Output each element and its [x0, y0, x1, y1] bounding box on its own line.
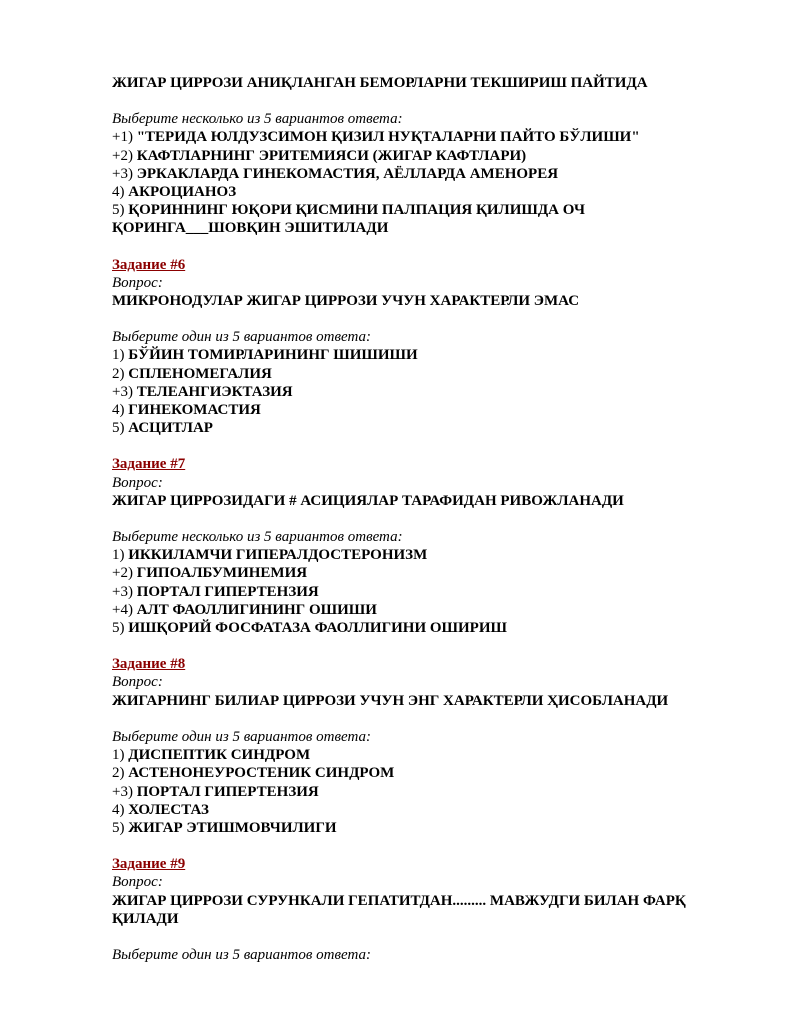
answer-option [112, 564, 740, 582]
option-number: 5) [112, 620, 125, 637]
answer-instruction: Выберите один из 5 вариантов ответа: [112, 946, 371, 963]
option-text: АСТЕНОНЕУРОСТЕНИК СИНДРОМ [128, 765, 395, 782]
question-label: Вопрос: [112, 874, 163, 891]
answer-option [112, 764, 740, 782]
option-number: 5) [112, 420, 125, 437]
answer-option [112, 419, 740, 437]
task-8 [112, 655, 740, 837]
answer-option [112, 583, 740, 601]
option-text: АСЦИТЛАР [128, 420, 213, 437]
answer-option [112, 128, 740, 146]
answer-option [112, 201, 740, 237]
option-number: +3) [112, 165, 133, 182]
option-text: КАФТЛАРНИНГ ЭРИТЕМИЯСИ (ЖИГАР КАФТЛАРИ) [136, 147, 527, 164]
option-text: ГИПОАЛБУМИНЕМИЯ [136, 565, 308, 582]
answer-option [112, 147, 740, 165]
answer-option [112, 819, 740, 837]
task-9 [112, 855, 740, 964]
answer-option [112, 746, 740, 764]
answer-option [112, 801, 740, 819]
answer-option [112, 383, 740, 401]
option-text: ГИНЕКОМАСТИЯ [128, 402, 261, 419]
option-text: ПОРТАЛ ГИПЕРТЕНЗИЯ [136, 783, 319, 800]
option-number: 1) [112, 747, 125, 764]
option-number: +3) [112, 583, 133, 600]
option-text: ПОРТАЛ ГИПЕРТЕНЗИЯ [136, 583, 319, 600]
answer-option [112, 365, 740, 383]
option-number: +1) [112, 129, 133, 146]
option-text: "ТЕРИДА ЮЛДУЗСИМОН ҚИЗИЛ НУҚТАЛАРНИ ПАЙТО БЎЛИШИ" [136, 129, 640, 146]
option-number: +2) [112, 147, 133, 164]
task-title[interactable]: Задание #8 [112, 656, 186, 673]
option-text: ХОЛЕСТАЗ [128, 801, 209, 818]
answer-instruction: Выберите несколько из 5 вариантов ответа: [112, 529, 403, 546]
task-7 [112, 455, 740, 637]
option-number: +4) [112, 601, 133, 618]
answer-instruction: Выберите один из 5 вариантов ответа: [112, 329, 371, 346]
answer-option [112, 783, 740, 801]
question-text: ЖИГАР ЦИРРОЗИДАГИ # АСИЦИЯЛАР ТАРАФИДАН РИВОЖЛАНАДИ [112, 492, 624, 509]
option-text: БЎЙИН ТОМИРЛАРИНИНГ ШИШИШИ [128, 347, 418, 364]
option-number: 2) [112, 365, 125, 382]
option-text: АЛТ ФАОЛЛИГИНИНГ ОШИШИ [136, 601, 377, 618]
question-text: МИКРОНОДУЛАР ЖИГАР ЦИРРОЗИ УЧУН ХАРАКТЕРЛИ ЭМАС [112, 293, 580, 310]
question-text: ЖИГАР ЦИРРОЗИ АНИҚЛАНГАН БЕМОРЛАРНИ ТЕКШИРИШ ПАЙТИДА [112, 75, 648, 91]
task-6 [112, 256, 740, 438]
option-text: СПЛЕНОМЕГАЛИЯ [128, 365, 272, 382]
option-number: 5) [112, 819, 125, 836]
option-number: +2) [112, 565, 133, 582]
answer-option [112, 601, 740, 619]
task-title[interactable]: Задание #6 [112, 256, 186, 273]
answer-option [112, 165, 740, 183]
option-text: ИККИЛАМЧИ ГИПЕРАЛДОСТЕРОНИЗМ [128, 547, 428, 564]
option-text: ЭРКАКЛАРДА ГИНЕКОМАСТИЯ, АЁЛЛАРДА АМЕНОРЕЯ [136, 165, 559, 182]
option-number: 4) [112, 402, 125, 419]
option-text: АКРОЦИАНОЗ [128, 184, 237, 201]
question-text: ЖИГАР ЦИРРОЗИ СУРУНКАЛИ ГЕПАТИТДАН......... МАВЖУДГИ БИЛАН ФАРҚ ҚИЛАДИ [112, 892, 686, 927]
answer-instruction: Выберите несколько из 5 вариантов ответа: [112, 111, 403, 128]
question-text: ЖИГАРНИНГ БИЛИАР ЦИРРОЗИ УЧУН ЭНГ ХАРАКТЕРЛИ ҲИСОБЛАНАДИ [112, 692, 669, 709]
question-label: Вопрос: [112, 674, 163, 691]
task-continuation [112, 74, 740, 238]
option-number: 2) [112, 765, 125, 782]
option-number: 5) [112, 202, 125, 219]
answer-option [112, 619, 740, 637]
option-text: ДИСПЕПТИК СИНДРОМ [128, 747, 311, 764]
option-text: ТЕЛЕАНГИЭКТАЗИЯ [136, 383, 293, 400]
answer-instruction: Выберите один из 5 вариантов ответа: [112, 728, 371, 745]
option-number: 4) [112, 801, 125, 818]
option-text: ҚОРИННИНГ ЮҚОРИ ҚИСМИНИ ПАЛПАЦИЯ ҚИЛИШДА ОЧ ҚОРИНГА___ШОВҚИН ЭШИТИЛАДИ [112, 202, 586, 237]
question-label: Вопрос: [112, 474, 163, 491]
question-label: Вопрос: [112, 274, 163, 291]
option-text: ИШҚОРИЙ ФОСФАТАЗА ФАОЛЛИГИНИ ОШИРИШ [128, 620, 507, 637]
option-number: 1) [112, 347, 125, 364]
answer-option [112, 346, 740, 364]
option-number: +3) [112, 783, 133, 800]
answer-option [112, 183, 740, 201]
option-number: 1) [112, 547, 125, 564]
answer-option [112, 401, 740, 419]
option-text: ЖИГАР ЭТИШМОВЧИЛИГИ [128, 819, 337, 836]
task-title[interactable]: Задание #9 [112, 856, 186, 873]
task-title[interactable]: Задание #7 [112, 456, 186, 473]
option-number: +3) [112, 383, 133, 400]
answer-option [112, 546, 740, 564]
option-number: 4) [112, 184, 125, 201]
